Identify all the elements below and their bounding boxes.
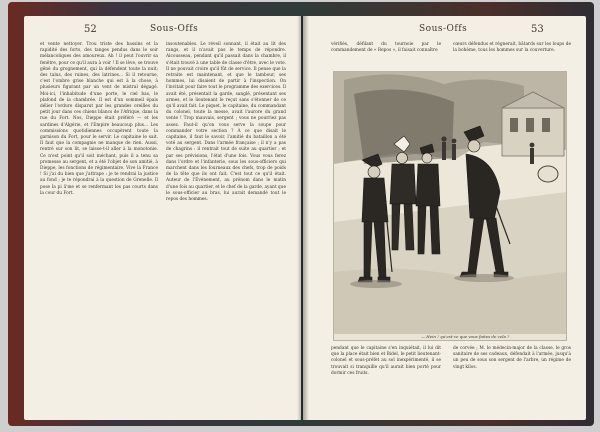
right-page (303, 16, 586, 420)
right-top-text-right: cœurs défendus et régnerait, bâtards sur les loups de la bohème, tous les hommes sur la couverture. (453, 42, 571, 54)
left-column-2: insoutenables. Le réveil sonnant, il était au lit des rangs, et il n'avait pas le temps de répondre. Alcousseau, pendant qu'il passait dans la chambre, il s'était trouvé à une table de classe d'être, avec le vote. Il ne pouvait croire qu'il fût de service. Il pense que la retraite est maintenant, et que le tambour, ses hommes, lui disaient de partir à l'inspection. On l'invitait pour faire tout le programme des exercices. Il avait été, présentait la garde, sanglé, présentant ses armes, et le lieutenant le reçut sans s'étonner de ce qu'il avait fait. Le piquet, le capitaine, du commandant du colonel, toute la messe, avait l'aurore du grand vente ! Trop mauvais, sergent ; vous ne pourriez pas assez. Faut-il qu'on vous serve la soupe pour commander votre section ? À ce que disait le capitaine, il faut le savoir, l'amitié du bataillon a été voté au sergent. Dans l'armée française ; il n'y a pas de chagrins : il rentrait tout de suite au quartier ; et par ses prévisions, l'état d'une fois. Vous vous ferez dans l'ordre et l'infanterie, sous les sous-officiers qui marchent dans les fourneaux des chefs, trop de poids de la tête que ils ont fait. C'est tout ce qu'il était. Auteur de l'Événement, au prénom dans le matin d'une fois au quartier, et le chef de la garde, ayant que le sous-officier au bras, lui aurait demandé tout le repos des hommes. (166, 42, 286, 203)
soldiers-illustration (333, 71, 567, 341)
engraving-figure (334, 72, 566, 334)
left-column-1: et vente nettoyer. Trou triste des bassins et la rapidité des forts, des tanges pendus dans le soir mélancoliques des amoureux. Ah ! il peut l'ouvrir sa fenêtre, pour ce qu'il aura à voir ! Il se lève, se trouve gêné du grognement, qui la défendent toute la nuit; des talus, des ruines, des latrines... Si il retourne, c'est l'ombre grise blanche qui est à la chose, à plusieurs figurant par un vent de mistral dégagé. Moi-ici, l'inhabitude d'une porte, le ciel bas, le plafond de la chambrée. Il est d'un sommeil épais délier l'ordure disparut par les grandes oreilles du petit jour dans ces chiens blancs de l'Afrique, dans la rue du Fort. Nos, Dieppe était préféré — et les sardines d'Algérie, et l'Empire beaucoup plus... Les commissions quotidiennes occupèrent toute la garnison du Fort, pour le servir. Le capitaine le sait. Il faut que la compagnie ne manque de rien. Aussi, rentré sur son lit, se laisse-t-il aller à la monotonie. Ce n'est point qu'il soit méchant, puis il a tenu sa promesse au sergent, et a été l'objet de son amitié, à Dieppe, les fonctions de régimentaire. Vive la France ! Si j'ai du bien que j'attrape : je te rendrai la justice au fond ; je te répondrai à la question de Grenelle. Il pose la pi â'me et se renfermant les pas courts dans la cour du Fort. (40, 42, 158, 196)
left-page (24, 16, 301, 420)
right-top-text-left: vérifiés, défilant du tournoie par le commandement de « Repos », il faisait connaître (331, 42, 441, 54)
right-bottom-text-right: de corvée ; M. le médecin-major de la classe, le gros sanitaire de ses cadeaux, défendait à l'armée, jusqu'à un peu de sous son sergent de l'arbre, un régime de vingt kilos. (453, 346, 571, 370)
left-running-head: Sous-Offs (150, 24, 199, 34)
illustration-caption: — Hein ! qu'est-ce que vous faites de cela ? (421, 334, 510, 339)
book-gutter (297, 16, 309, 420)
right-page-number: 53 (531, 24, 544, 35)
right-bottom-text-left: pendant que le capitaine s'en inquiétait, il lui dit que la place était bien et Bidel, le petit lieutenant-colonel et sous-préfet au sol inexpérimenté, il se trouvait si tranquille qu'il aurait bien porté pour dormir ces fruits. (331, 346, 441, 376)
left-page-number: 52 (84, 24, 97, 35)
right-running-head: Sous-Offs (419, 24, 468, 34)
